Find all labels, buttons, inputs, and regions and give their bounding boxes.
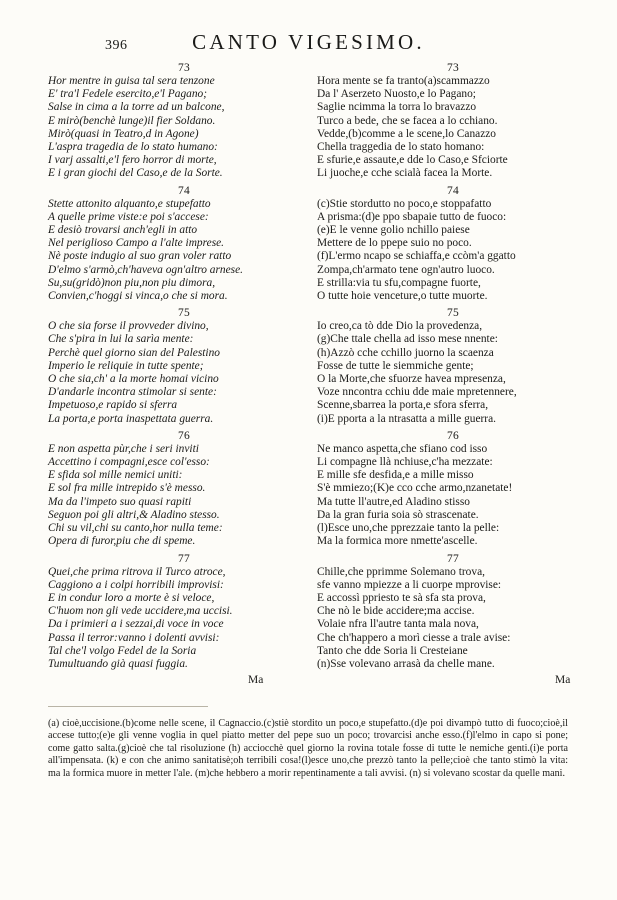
stanza — [48, 185, 320, 304]
verse-line: O che sia,ch' a la morte homai vicino — [48, 373, 219, 386]
verse-line: Hora mente se fa tranto(a)scammazzo — [317, 75, 490, 87]
verse-line: O tutte hoie venceture,o tutte muorte. — [317, 290, 488, 303]
verse-line: Salse in cima a la torre ad un balcone, — [48, 101, 225, 114]
stanza — [317, 307, 589, 426]
verse-line: Saglie ncimma la torra lo bravazzo — [317, 101, 477, 114]
verse-line: D'elmo s'armò,ch'haveva ogn'altro arnese. — [48, 263, 244, 276]
verse-line: E mirò(benchè lunge)il fier Soldano. — [48, 114, 216, 127]
stanza — [317, 430, 589, 549]
verse-line: Fosse de tutte le siemmiche gente; — [317, 359, 474, 372]
left-column — [48, 62, 320, 686]
verse-line: (g)Che ttale chella ad isso mese nnente: — [317, 333, 498, 346]
verse-line: Stette attonito alquanto,e stupefatto — [48, 197, 211, 210]
verse-line: (e)E le venne golio nchillo paiese — [317, 224, 470, 237]
footnotes: (a) cioè,uccisione.(b)come nelle scene, il Cagnaccio.(c)stiè stordito un poco,e stupefatto.(d)e poi divampò tutto di fuoco;cioè,il accese tutto;(e)e gli venne voglia in quel piatto metter del pepe suo un poco; trovarcisi anche esso.(f)l'elmo in capo si pone; come gatto salta.(g)cioè che tal risoluzione (h) acciocchè quel giorno la rovina totale fosse di tutte le nemiche genti.(i)e porta all'impensata. (k) e con che animo sanitatisè;oh terribili cosa!(l)esce uno,che prezzò tanto la pelle;cioè che tanto stimò la vita: ma la formica muore in metter l'ale. (m)che hebbero a morir repentinamente a tali avvisi. (n) si volevano scostar da quelle mani. — [48, 718, 568, 779]
verse-line: Tumultuando già quasi fuggia. — [48, 657, 188, 670]
verse-line: (f)L'ermo ncapo se schiaffa,e ccòm'a ggatto — [317, 250, 516, 263]
stanza — [317, 185, 589, 304]
verse-line: La porta,e porta inaspettata guerra. — [48, 412, 214, 425]
verse-line: E desiò trovarsi anch'egli in atto — [48, 224, 198, 237]
verse-line: Chi su vil,chi su canto,hor nulla teme: — [48, 522, 223, 535]
verse-line: Ma da l'impeto suo quasi rapiti — [48, 495, 192, 508]
verse-line: E sfurie,e assaute,e dde lo Caso,e Sfciorte — [317, 154, 508, 167]
verse-line: Chille,che pprimme Solemano trova, — [317, 565, 485, 578]
verse-line: Nel periglioso Campo a l'alte imprese. — [48, 237, 225, 250]
verse-line: Vedde,(b)comme a le scene,lo Canazzo — [317, 127, 497, 140]
verse-line: Ne manco aspetta,che sfiano cod isso — [317, 442, 488, 455]
verse-line: Chella traggedia de lo stato homano: — [317, 141, 485, 154]
verse-line: (n)Sse volevano arrasà da chelle mane. — [317, 657, 495, 670]
verse-line: Li juoche,e cche scialà facea la Morte. — [317, 167, 493, 180]
verse-line: Voze nncontra cchiu dde maie mpretennere, — [317, 386, 517, 399]
verse-line: E' tra'l Fedele esercito,e'l Pagano; — [48, 88, 208, 101]
verse-line: I varj assalti,e'l fero horror di morte, — [48, 154, 217, 167]
catchword-left: Ma — [248, 674, 264, 686]
stanza-number: 77 — [446, 552, 460, 565]
stanza-number: 75 — [446, 307, 460, 320]
verse-line: Impetuoso,e rapido si sferra — [48, 399, 178, 412]
stanza — [317, 62, 589, 181]
verse-line: Hor mentre in guisa tal sera tenzone — [48, 75, 215, 87]
verse-line: Su,su(gridò)non piu,non piu dimora, — [48, 276, 216, 289]
verse-line: Mettere de lo ppepe suio no poco. — [317, 237, 472, 250]
footnote-rule — [48, 706, 208, 707]
verse-line: Da i primieri a i sezzai,di voce in voce — [48, 618, 224, 631]
verse-line: Accettino i compagni,esce col'esso: — [48, 456, 210, 469]
verse-line: Io creo,ca tò dde Dio la provedenza, — [317, 320, 483, 333]
verse-line: E sol fra mille intrepido s'è messo. — [48, 482, 206, 495]
stanza-number: 75 — [177, 307, 191, 320]
verse-line: E strilla:via tu sfu,compagne fuorte, — [317, 276, 481, 289]
verse-line: O che sia forse il provveder divino, — [48, 320, 209, 333]
verse-line: C'huom non gli vede uccidere,ma uccisi. — [48, 605, 233, 618]
verse-line: Opera di furor,piu che di speme. — [48, 535, 196, 548]
stanza — [48, 62, 320, 181]
verse-line: Ma la formica more nmette'ascelle. — [317, 535, 478, 548]
stanza — [317, 553, 589, 672]
verse-line: L'aspra tragedia de lo stato humano: — [48, 141, 218, 154]
stanza — [48, 307, 320, 426]
verse-line: A prisma:(d)e ppo sbapaie tutto de fuoco: — [317, 210, 507, 223]
verse-line: Da l' Aserzeto Nuosto,e lo Pagano; — [317, 88, 476, 101]
verse-line: O la Morte,che sfuorze havea mpresenza, — [317, 373, 506, 386]
verse-line: A quelle prime viste:e poi s'accese: — [48, 210, 209, 223]
stanza-number: 76 — [446, 429, 460, 442]
stanza-number: 74 — [446, 184, 460, 197]
verse-line: (l)Esce uno,che pprezzaie tanto la pelle: — [317, 522, 500, 535]
verse-line: S'è mmiezo;(K)e cco cche armo,nzanetate! — [317, 482, 513, 495]
verse-line: Imperio le reliquie in tutte spente; — [48, 359, 204, 372]
verse-line: Tal che'l volgo Fedel de la Soria — [48, 644, 197, 657]
folio-number: 396 — [105, 38, 128, 53]
verse-line: E mille sfe desfida,e a mille misso — [317, 469, 474, 482]
verse-line: E accossì ppriesto te sà sfa sta prova, — [317, 591, 486, 604]
verse-line: Da la gran furia soia sò strascenate. — [317, 508, 479, 521]
verse-line: Passa il terror:vanno i dolenti avvisi: — [48, 631, 220, 644]
page-header — [0, 30, 617, 60]
verse-line: E in condur loro a morte è si veloce, — [48, 591, 215, 604]
verse-line: Li compagne llà nchiuse,c'ha mezzate: — [317, 456, 493, 469]
verse-line: (h)Azzò cche cchillo juorno la scaenza — [317, 346, 494, 359]
verse-line: Volaie nfra ll'autre tanta mala nova, — [317, 618, 479, 631]
verse-line: (c)Stie stordutto no poco,e stoppafatto — [317, 197, 492, 210]
verse-line: E non aspetta pùr,che i seri inviti — [48, 442, 199, 455]
verse-line: Mirò(quasi in Teatro,d in Agone) — [48, 127, 199, 140]
verse-line: E i gran giochi del Caso,e de la Sorte. — [48, 167, 223, 180]
verse-line: Turco a bede, che se facea a lo cchiano. — [317, 114, 498, 127]
verse-line: Scenne,sbarrea la porta,e sfora sferra, — [317, 399, 489, 412]
catchword-right: Ma — [555, 674, 571, 686]
verse-line: Caggiono a i colpi horribili improvisi: — [48, 578, 224, 591]
verse-line: Nè poste indugio al suo gran voler ratto — [48, 250, 232, 263]
verse-line: sfe vanno mpiezze a li cuorpe mprovise: — [317, 578, 502, 591]
stanza-number: 74 — [177, 184, 191, 197]
stanza-number: 73 — [177, 62, 191, 74]
verse-line: Che ch'happero a morì ciesse a trale avise: — [317, 631, 511, 644]
verse-line: Zompa,ch'armato tene ogn'autro luoco. — [317, 263, 495, 276]
text-columns — [0, 62, 617, 686]
verse-line: D'andarle incontra stimolar si sente: — [48, 386, 217, 399]
stanza-number: 73 — [446, 62, 460, 74]
verse-line: Perchè quel giorno sian del Palestino — [48, 346, 220, 359]
verse-line: Quei,che prima ritrova il Turco atroce, — [48, 565, 226, 578]
stanza — [48, 430, 320, 549]
verse-line: Ma tutte ll'autre,ed Aladino stisso — [317, 495, 470, 508]
right-column — [317, 62, 589, 686]
stanza-number: 76 — [177, 429, 191, 442]
verse-line: E sfida sol mille nemici uniti: — [48, 469, 183, 482]
verse-line: Convien,c'hoggi si vinca,o che si mora. — [48, 290, 228, 303]
verse-line: Che s'pira in lui la sarìa mente: — [48, 333, 194, 346]
verse-line: Che nò le bide accidere;ma accise. — [317, 605, 475, 618]
verse-line: (i)E pporta a la ntrasatta a mille guerra. — [317, 412, 497, 425]
verse-line: Tanto che dde Soria li Cresteiane — [317, 644, 468, 657]
stanza — [48, 553, 320, 672]
verse-line: Seguon poi gli altri,& Aladino stesso. — [48, 508, 220, 521]
running-title: CANTO VIGESIMO. — [192, 30, 425, 54]
stanza-number: 77 — [177, 552, 191, 565]
